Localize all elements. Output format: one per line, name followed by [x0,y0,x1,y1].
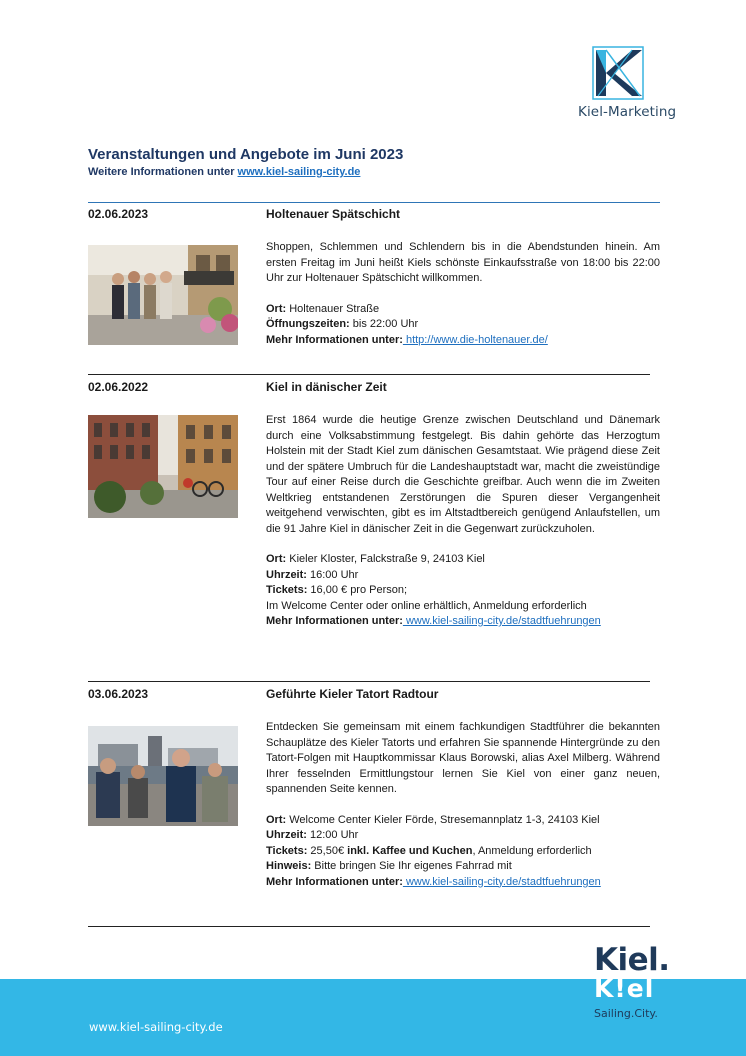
page-title: Veranstaltungen und Angebote im Juni 2023 [88,146,404,163]
subtitle-text: Weitere Informationen unter [88,166,238,178]
hint-line [266,859,660,875]
event-details [266,413,660,630]
event-title: Kiel in dänischer Zeit [266,380,387,394]
opening-hours-line [266,317,660,333]
logo-text: Kiel-Marketing [578,104,677,120]
k-logo-icon [592,46,644,100]
kiel-logo-word: Kiel. [594,942,670,978]
document-header [88,146,403,178]
tickets-value: 16,00 € pro Person; [307,584,408,596]
more-info-label: Mehr Informationen unter: [266,333,403,346]
tickets-line [266,583,660,599]
event-divider [88,681,650,682]
event-date: 03.06.2023 [88,687,149,701]
event-details [266,240,660,348]
event-title: Holtenauer Spätschicht [266,207,401,221]
time-label: Uhrzeit: [266,829,307,841]
event-date: 02.06.2023 [88,207,149,221]
location-value: Kieler Kloster, Falckstraße 9, 24103 Kiel [286,553,485,565]
tickets-line [266,844,660,860]
old-town-street-photo [88,415,238,518]
event-title: Geführte Kieler Tatort Radtour [266,687,439,701]
location-label: Ort: [266,553,287,565]
header-divider [88,202,660,203]
tickets-label: Tickets: [266,584,308,596]
event-description: Shoppen, Schlemmen und Schlendern bis in die Abendstunden hinein. Am ersten Freitag im Juni heißt Kiels schönste Einkaufsstraße von 18:00 bis 22:00 Uhr zur Holtenauer Spätschicht willkommen. [266,241,660,284]
tickets-value: 25,50€ [307,844,348,857]
tickets-rest: , Anmeldung erforderlich [472,844,592,857]
hint-value: Bitte bringen Sie Ihr eigenes Fahrrad mit [311,860,512,872]
location-line [266,302,660,318]
event-description: Erst 1864 wurde die heutige Grenze zwischen Deutschland und Dänemark durch eine Volksabstimmung festgelegt. Bis dahin gehörte das Herzogtum Holstein mit der Stadt Kiel zum dänischen Gesamtstaat. Wie prägend diese Zeit und der spätere Umbruch für die Landeshauptstadt war, macht die zweistündige Tour auf einer Reise durch die Geschichte greifbar. Auch wenn die im Zweiten Weltkrieg entstandenen Zerstörungen die Spuren dieser Vergangenheit weitgehend verwischten, gibt es im Altstadtbereich genügend Anlaufstellen, um die 91 Jahre Kiel in dänischer Zeit in die Gegenwart zurückzuholen. [266,414,660,535]
event-divider [88,926,650,927]
location-line [266,813,660,829]
hint-label: Hinweis: [266,860,312,872]
location-value: Welcome Center Kieler Förde, Stresemannplatz 1-3, 24103 Kiel [286,813,600,826]
more-info-label: Mehr Informationen unter: [266,615,403,627]
opening-hours-label: Öffnungszeiten: [266,318,350,330]
more-info-link[interactable]: http://www.die-holtenauer.de/ [402,333,548,346]
location-value: Holtenauer Straße [286,302,380,315]
location-label: Ort: [266,302,287,315]
event-divider [88,374,650,375]
more-info-link[interactable]: www.kiel-sailing-city.de/stadtfuehrungen [402,875,601,888]
more-info-line [266,875,660,891]
time-label: Uhrzeit: [266,568,307,581]
location-label: Ort: [266,813,287,826]
tickets-label: Tickets: [266,844,308,857]
footer-url[interactable]: www.kiel-sailing-city.de [89,1020,223,1034]
event-info [266,302,660,349]
page-subtitle [88,166,403,178]
time-value: 16:00 Uhr [306,568,359,581]
time-line [266,828,660,844]
time-value: 12:00 Uhr [306,829,359,841]
more-info-line [266,614,660,630]
shopping-street-photo [88,245,238,345]
event-details [266,720,660,890]
more-info-line [266,333,660,349]
location-line [266,552,660,568]
kiel-marketing-logo [578,46,688,120]
time-line [266,568,660,584]
more-info-label: Mehr Informationen unter: [266,875,403,888]
tickets-extra: inkl. Kaffee und Kuchen [347,844,473,857]
event-info [266,552,660,630]
event-date: 02.06.2022 [88,380,149,394]
opening-hours-value: bis 22:00 Uhr [349,318,419,330]
kiel-sailing-city-logo [594,944,676,1020]
event-description: Entdecken Sie gemeinsam mit einem fachkundigen Stadtführer die bekannten Schauplätze des Kieler Tatorts und erfahren Sie spannende Hintergründe zu den Tatort-Folgen mit Hauptkommissar Klaus Borowski, alias Axel Milberg. Während Ihrer fesselnden Ermittlungstour lernen Sie Kiel von einer ganz neuen, spannenden Seite kennen. [266,721,660,795]
tickets-note: Im Welcome Center oder online erhältlich, Anmeldung erforderlich [266,599,587,612]
more-info-link[interactable]: www.kiel-sailing-city.de/stadtfuehrungen [402,615,601,627]
kiel-logo-tagline: Sailing.City. [594,1007,658,1020]
event-info [266,813,660,891]
harbour-tour-group-photo [88,726,238,826]
website-link[interactable]: www.kiel-sailing-city.de [237,166,361,178]
kiel-logo-word-alt: K!el [594,974,655,1003]
